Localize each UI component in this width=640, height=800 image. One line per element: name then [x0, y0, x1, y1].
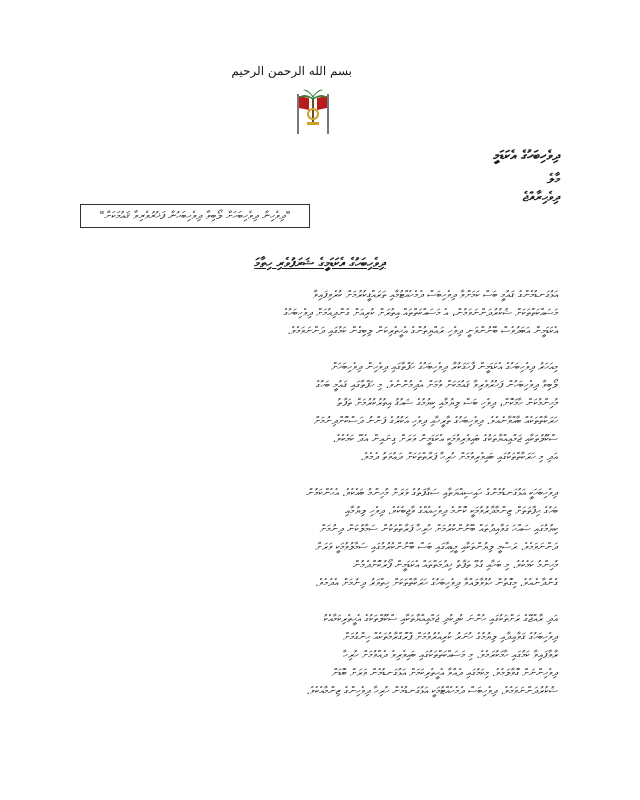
paragraph-line: އަދި މި ހަރަކާތްތަކުގައި ބައިވެރިވުމަށް ހުރިހާ ފަރާތްތަކަށް ދަޢުވަތު ދެމެވެ. — [360, 451, 558, 463]
paragraph-line: ލޯބިވާ ދިވެހިބަހުން ފަޚުރުވެރިވާ ޤައުމަކަށް ވުމަށް އެދިމުންނެވެ. މި ހަފްތާގައި ޤައުމީ ބަހުގެ — [315, 379, 558, 391]
paragraph-line: ދިވެހިބަހުގެ ޤަވާޢިދާއި ލިޔުމުގެ ހުނަރު ކުރިއެރުވުމަށް ޕްރޮގްރާމުތަކެއް ހިންގުމަށް — [343, 631, 558, 643]
paragraph-line: މުހިންމުކަން ހާމަކޮށް، ދިވެހި ބަސް ލިޔުމާއި ކިޔުމުގެ ޝައުޤު އިތުރުކުރުމަށް ތަފާތު — [337, 397, 558, 409]
paragraph-line: އަޅުގަނޑުމެންގެ ޤައުމީ ބަސް ކަމަށްވާ ދިވެހިބަސް ދެމެހެއްޓުމާއި ތަރައްޤީކުރުމަށް ކުރެވިފައިވާ — [313, 289, 558, 301]
paragraph-line: ޝުކުރުދަންނަވަމެވެ. ދިވެހިބަސް ދެމެހެއްޓުމަކީ އަޅުގަނޑުމެން ހުރިހާ ދިވެހިންގެ ޒިންމާއެކެވެ. — [306, 685, 558, 697]
paragraph-4 — [78, 610, 558, 700]
paragraph-line: ސްކޫލުތަކާއި ޖަމްޢިއްޔާތަކުގެ ބައިވެރިވުމަކީ އެކަޑަމީން ވަރަށް ގިނައިން އެދޭ ކަމެކެވެ. — [332, 433, 558, 445]
city-name: މާލެ — [547, 172, 560, 187]
national-emblem-icon — [293, 86, 333, 136]
organization-name: ދިވެހިބަހުގެ އެކަޑަމީ — [493, 148, 560, 164]
paragraph-line: މަސައްކަތްތަކަށް ޝުކުރުދަންނަވަމުން، އެ މަސައްކަތްތައް އިތުރަށް ކުރިއަށް ގެންދިއުމަށް ދިވެހިބަހުގެ — [283, 307, 558, 319]
bismillah-calligraphy: بسم الله الرحمن الرحيم — [231, 64, 352, 78]
paragraph-line: ކިޔުމުގައި ޞައްޙަ ގަވާއިދުތައް ބޭނުންކުރުމަށް ހުރިހާ ފަރާތްތަކުން ސަމާލުކަން ދިނުމަށް — [319, 523, 558, 535]
paragraph-line: ބަހުގެ ޙިފާޡަތަށް ޒިންމާދާރުވުމަކީ ކޮންމެ ދިވެހިއެއްގެ ވާޖިބެކެވެ. ދިވެހި ލިޔުމާއި — [344, 505, 558, 517]
paragraph-line: ރާވާފައިވާ ކަމުގައި ހާމަކުރަމެވެ. މި މަސައްކަތްތަކުގައި ބައިވެރިވެ ދެއްވުމަށް ހުރިހާ — [343, 649, 558, 661]
paragraph-line: ގެންދާނެއެވެ. މިގޮތުން ހުޅުވާލައްވާ ދިވެހިބަހުގެ ހަރަކާތްތަކަށް ހިތްވަރު ދިނުމަށް އެދެމެވެ. — [315, 577, 558, 589]
slogan-text: "ދިވެހިން ދިވެހިބަހަށް ލޯބިވާ ދިވެހިބަހުން ފަޚުރުވެރިވާ ޤައުމަކަށް" — [99, 209, 291, 222]
paragraph-line: ދިވެހިބަހަކީ އަޅުގަނޑުމެންގެ ހައިސިއްޔަތާއި ސަގާފަތުގެ ވަރަށް މުހިންމު ބައެކެވެ. އެހެންކަމުން — [306, 487, 558, 499]
country-name: ދިވެހިރާއްޖެ — [522, 190, 560, 205]
paragraph-line: އަދި ރާއްޖޭގެ ރަށްތަކުގައި ހުންނަ ކުދިކުދި ޖަމްޢިއްޔާތަކާއި ސްކޫލްތަކުގެ އެހީތެރިކަމާއެކު — [323, 613, 558, 625]
paragraph-3 — [78, 484, 558, 592]
paragraph-2 — [78, 358, 558, 466]
document-title: ދިވެހިބަހުގެ އެކަޑަމީގެ ޝަރަފުވެރި ހިތާމަ — [254, 256, 386, 271]
paragraph-line: މުހިންމު ކަމެކެވެ. މި ބަހާއި ގުޅޭ ތަފާތު ޚިދުމަތްތައް އެކަޑަމީން ފޯރުކޮށްދެމުން — [352, 559, 558, 571]
slogan-box — [80, 204, 310, 228]
paragraph-1 — [78, 286, 558, 340]
paragraph-line: މިއަހަރު ދިވެހިބަހުގެ އެކަޑަމީން ފާހަގަކުރާ ދިވެހިބަހުގެ ހަފްތާގައި ދިވެހިން ދިވެހިބަހަށް — [331, 361, 558, 373]
paragraph-line: އެކަޑަމީން އަބަދުވެސް ބޭނުންވަނީ ދިވެހި ރައްޔިތުންގެ އެހީތެރިކަން ލިބިގެން ކަމުގައި ދަންނަވަމެވެ. — [287, 325, 558, 337]
paragraph-line: ހަރަކާތްތަކެއް ބާއްވާނެއެވެ. ދިވެހިބަހުގެ ތާރީޚާއި ދިވެހި އަކުރުގެ ފަންނު ދަސްކޮށްދިނުމަށް — [313, 415, 558, 427]
paragraph-line: ދިވެހިންނަށް ގޮވާލަމެވެ. މިކަމުގައި ދެއްވާ އެހީތެރިކަމަށް އަޅުގަނޑުމެން ވަރަށް ބޮޑަށް — [331, 667, 558, 679]
paragraph-line: ދަންނަވަމެވެ. ރަސްމީ ލިޔުންތަކާއި މީޑިއާގައި ބަސް ބޭނުންކުރުމުގައި ސަމާލުވުމަކީ ވަރަށް — [315, 541, 558, 553]
